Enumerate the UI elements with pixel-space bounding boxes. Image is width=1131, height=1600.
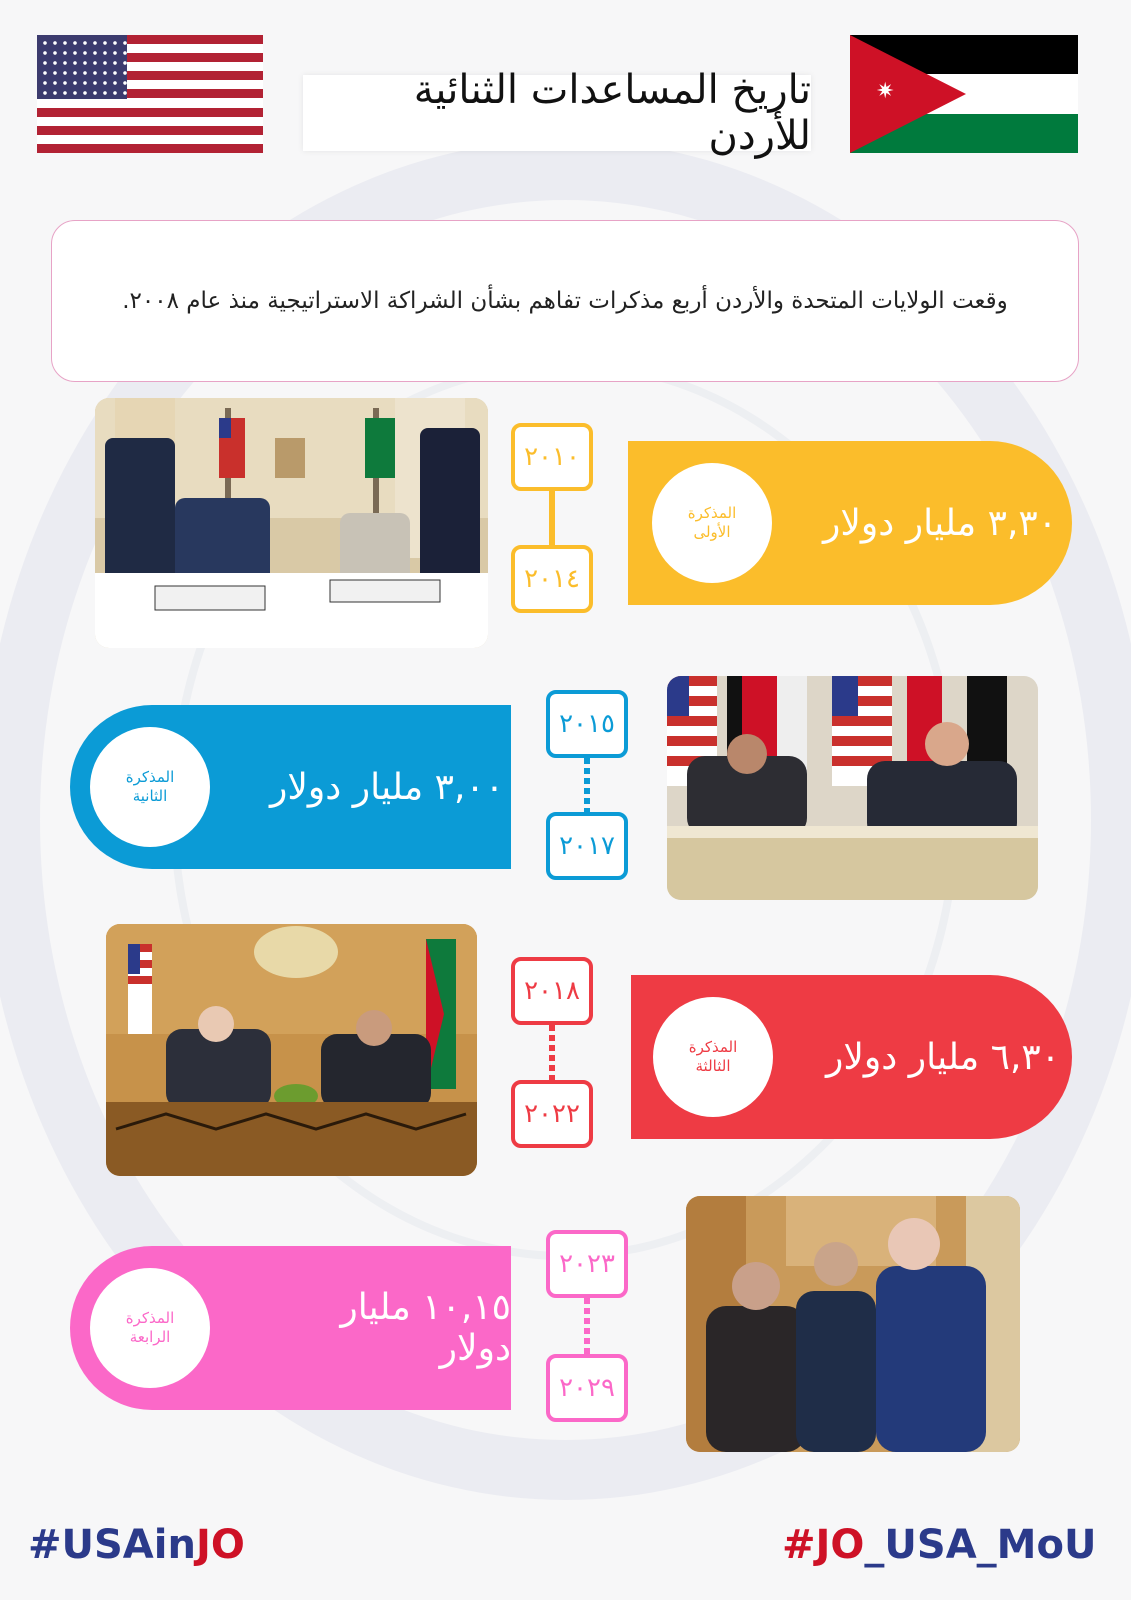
memo-2-amount: ٣,٠٠ مليار دولار xyxy=(270,766,505,808)
hashtag-usainjo-part-a: #USAin xyxy=(28,1522,196,1568)
memo-2-badge-line2: الثانية xyxy=(132,787,168,805)
memo-2-photo xyxy=(667,676,1038,900)
memo-2-year-end: ٢٠١٧ xyxy=(546,812,628,880)
memo-3-year-start: ٢٠١٨ xyxy=(511,957,593,1025)
memo-4-badge xyxy=(90,1268,210,1388)
hashtag-usainjo xyxy=(28,1522,245,1568)
hashtag-usainjo-part-b: JO xyxy=(195,1522,245,1568)
memo-1-year-end: ٢٠١٤ xyxy=(511,545,593,613)
memo-4-connector xyxy=(584,1298,590,1354)
memo-3-connector xyxy=(549,1025,555,1080)
memo-3-badge-line2: الثالثة xyxy=(695,1057,731,1075)
memo-1-photo xyxy=(95,398,488,648)
memo-4-badge-line2: الرابعة xyxy=(129,1328,171,1346)
memo-1-badge xyxy=(652,463,772,583)
hashtag-mou-part-a: #JO xyxy=(782,1522,865,1568)
memo-1-banner xyxy=(628,441,1072,605)
memo-2-banner xyxy=(70,705,511,869)
memo-3-year-end: ٢٠٢٢ xyxy=(511,1080,593,1148)
memo-1-badge-line1: المذكرة xyxy=(687,504,737,522)
memo-3-badge xyxy=(653,997,773,1117)
memo-4-photo xyxy=(686,1196,1020,1452)
intro-text: وقعت الولايات المتحدة والأردن أربع مذكرات تفاهم بشأن الشراكة الاستراتيجية منذ عام ٢٠٠٨. xyxy=(51,220,1079,382)
memo-1-badge-line2: الأولى xyxy=(693,523,731,541)
memo-3-amount: ٦,٣٠ مليار دولار xyxy=(826,1036,1061,1078)
hashtag-jo-usa-mou xyxy=(782,1522,1096,1568)
memo-1-connector xyxy=(549,491,555,545)
memo-4-year-end: ٢٠٢٩ xyxy=(546,1354,628,1422)
memo-2-year-start: ٢٠١٥ xyxy=(546,690,628,758)
memo-4-banner xyxy=(70,1246,511,1410)
us-flag xyxy=(37,35,263,153)
memo-2-connector xyxy=(584,758,590,812)
memo-4-badge-line1: المذكرة xyxy=(125,1309,175,1327)
hashtag-mou-part-b: _USA_MoU xyxy=(864,1522,1097,1568)
memo-1-year-start: ٢٠١٠ xyxy=(511,423,593,491)
memo-4-year-start: ٢٠٢٣ xyxy=(546,1230,628,1298)
memo-1-amount: ٣,٣٠ مليار دولار xyxy=(823,502,1058,544)
memo-3-photo xyxy=(106,924,477,1176)
jordan-flag: ✷ xyxy=(850,35,1078,153)
memo-2-badge-line1: المذكرة xyxy=(125,768,175,786)
memo-4-amount: ١٠,١٥ مليار دولار xyxy=(340,1287,511,1369)
memo-2-badge xyxy=(90,727,210,847)
memo-3-banner xyxy=(631,975,1072,1139)
memo-3-badge-line1: المذكرة xyxy=(688,1038,738,1056)
page-title: تاريخ المساعدات الثنائية للأردن xyxy=(303,75,811,151)
